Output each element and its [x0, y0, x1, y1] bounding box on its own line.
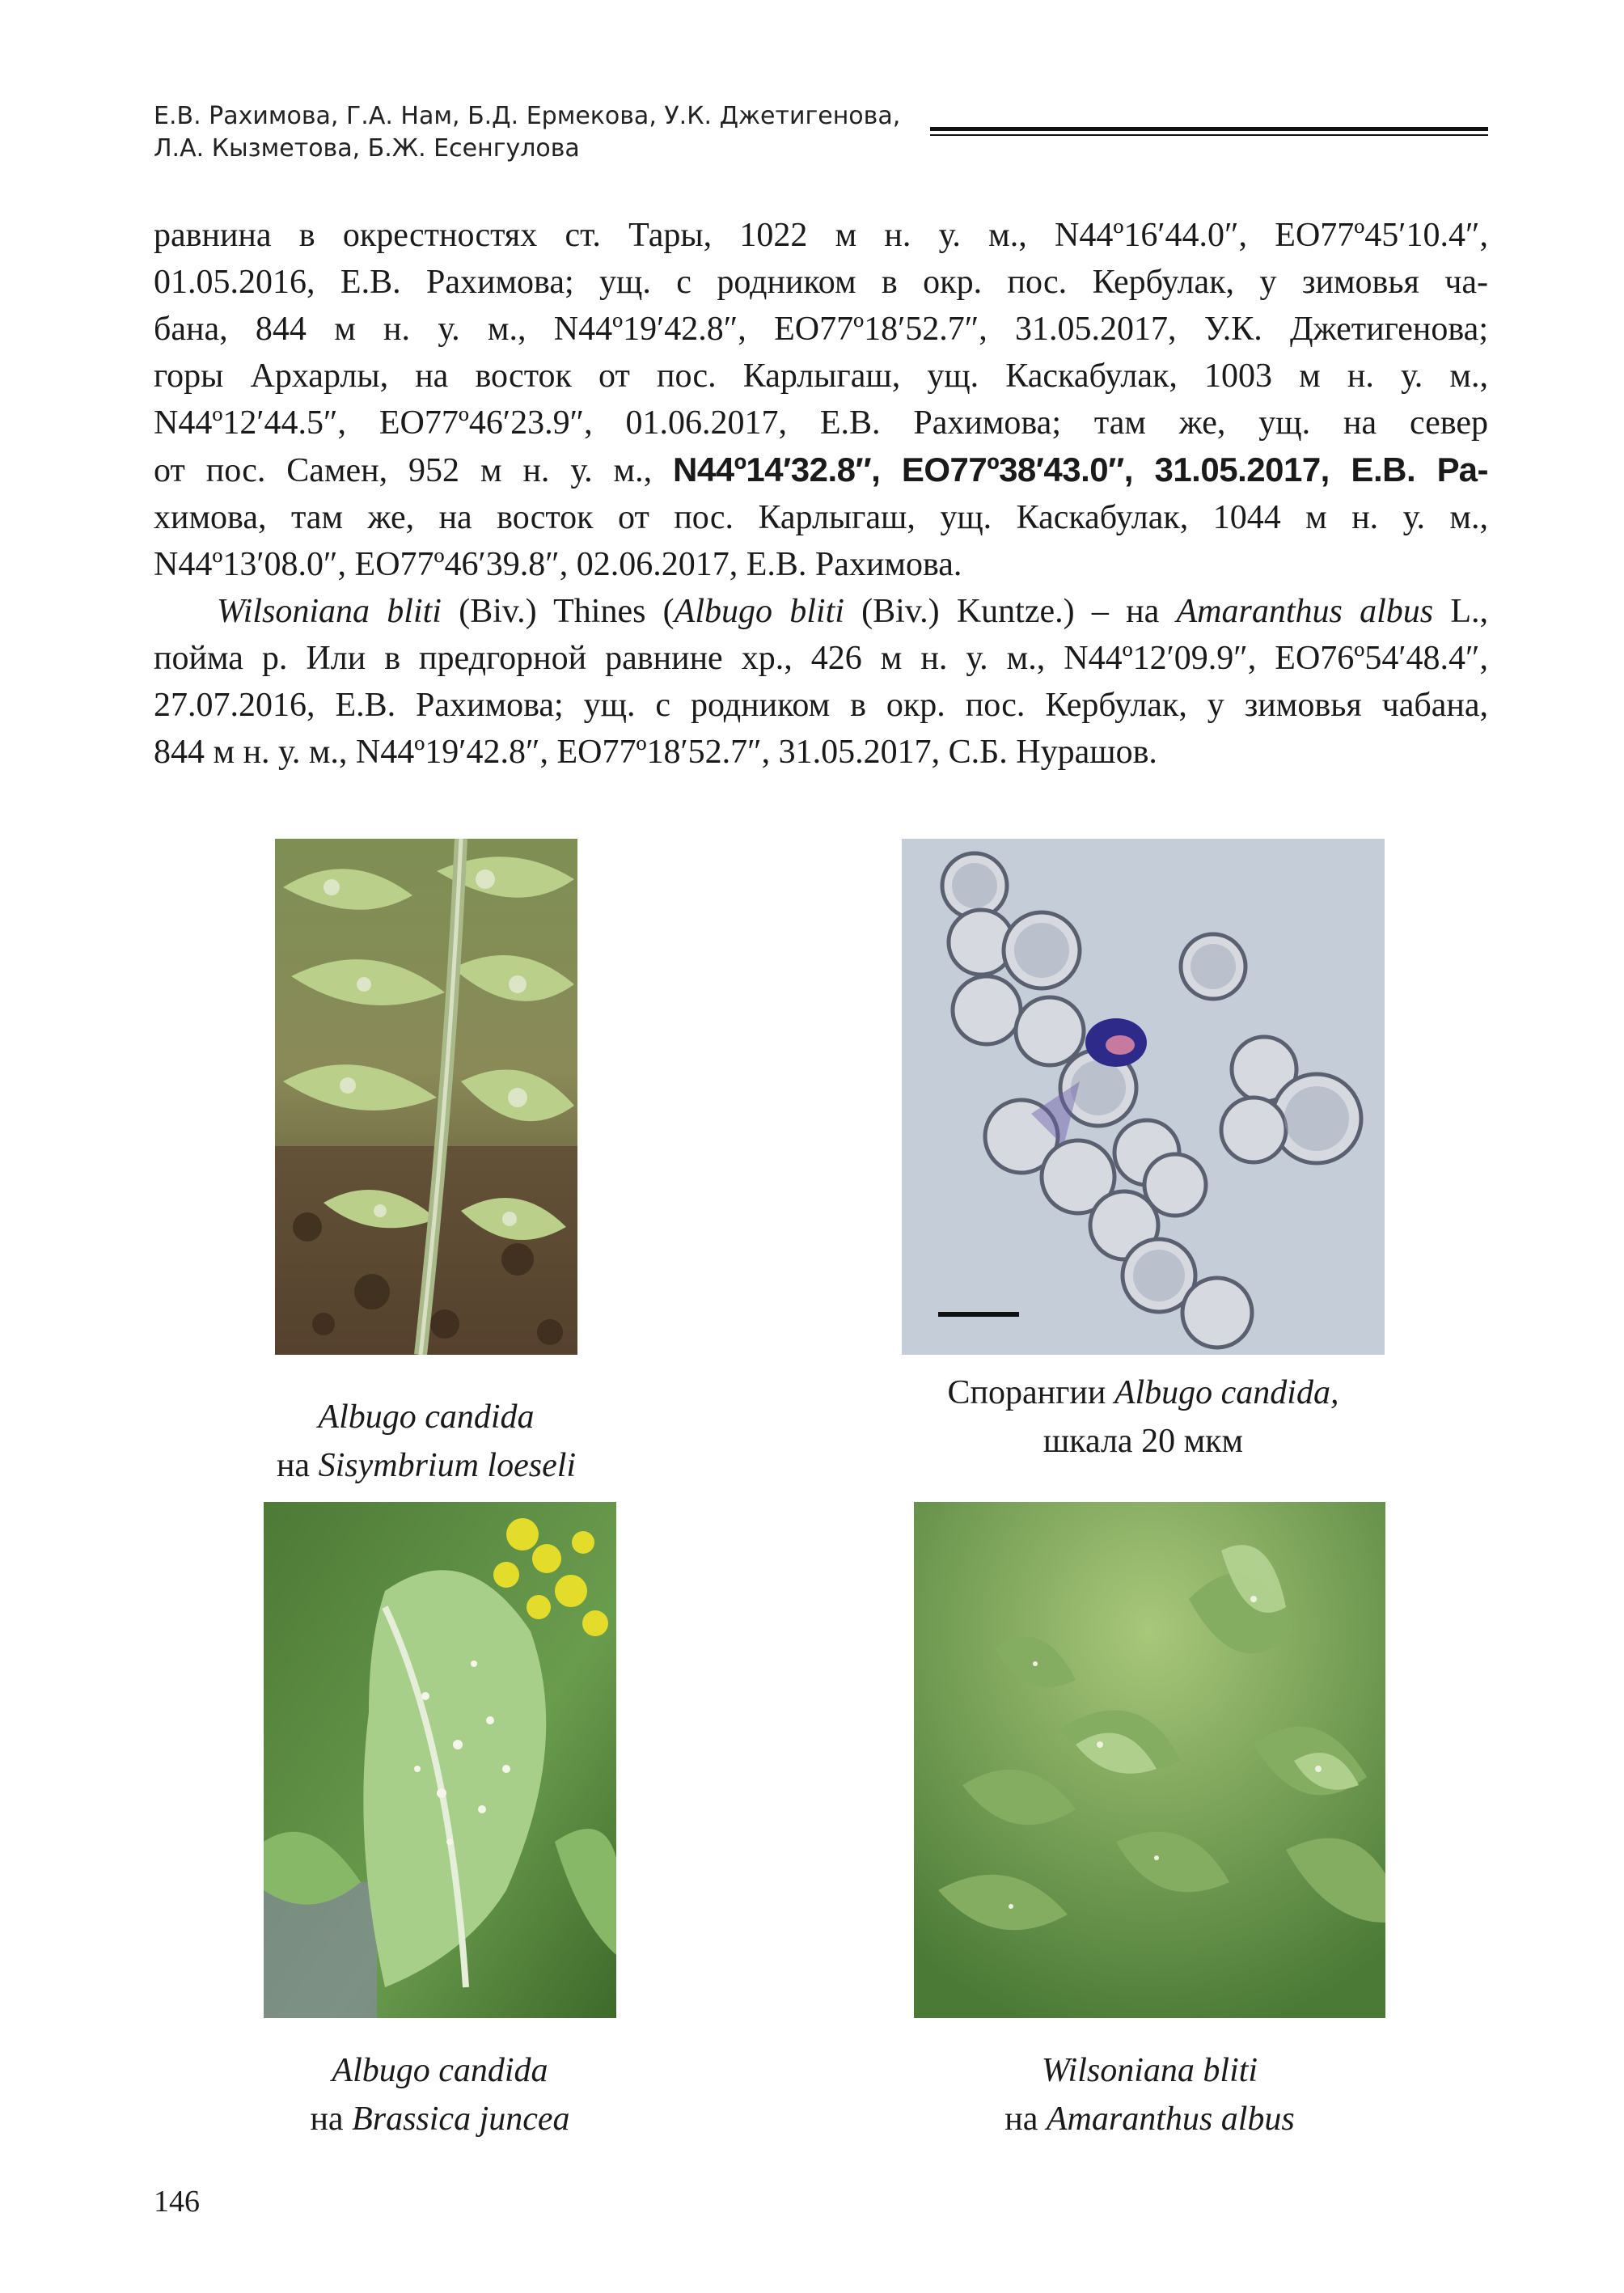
authority: L., [1433, 593, 1488, 630]
caption-host: Sisymbrium loeseli [318, 1447, 577, 1484]
figure-2-caption [873, 1369, 1413, 1466]
caption-species: Albugo candida [332, 2052, 548, 2089]
caption-host: Brassica juncea [352, 2101, 570, 2138]
figure-4-caption [914, 2046, 1385, 2143]
text-line: бана, 844 м н. у. м., N44º19′42.8″, EO77º18′52.7″, 31.05.2017, У.К. Джетигенова; [154, 311, 1488, 348]
caption-prefix: на [1004, 2101, 1047, 2138]
species-name: Wilsoniana bliti [217, 593, 442, 630]
photo-albugo-candida-on-sisymbrium [275, 839, 577, 1355]
caption-prefix: на [310, 2101, 353, 2138]
text-line: химова, там же, на восток от пос. Карлыгаш, ущ. Каскабулак, 1044 м н. у. м., [154, 499, 1488, 536]
text-line: 27.07.2016, Е.В. Рахимова; ущ. с родником в окр. пос. Кербулак, у зимовья чабана, [154, 687, 1488, 724]
bold-text-fragment: N44º14′32.8″, EO77º38′43.0″, 31.05.2017, Е.В. Ра- [673, 451, 1488, 489]
authority: (Biv.) Thines ( [441, 593, 675, 630]
header-authors-line-2: Л.А. Кызметова, Б.Ж. Есенгулова [154, 134, 580, 163]
text-fragment: от пос. Самен, 952 м н. у. м., [154, 452, 674, 489]
caption-prefix: Спорангии [947, 1374, 1114, 1411]
caption-species: Wilsoniana bliti [1041, 2052, 1258, 2089]
authority: (Biv.) Kuntze.) – на [844, 593, 1177, 630]
text-line-mixed [154, 446, 1488, 494]
page-number: 146 [154, 2185, 200, 2219]
text-line: N44º13′08.0″, EO77º46′39.8″, 02.06.2017, Е.В. Рахимова. [154, 546, 962, 583]
photo-wilsoniana-bliti-on-amaranthus [914, 1502, 1385, 2018]
header-double-rule [930, 127, 1488, 138]
caption-prefix: на [276, 1447, 319, 1484]
running-header-authors [154, 100, 922, 165]
paragraph-2 [154, 588, 1488, 776]
text-line: N44º12′44.5″, EO77º46′23.9″, 01.06.2017, Е.В. Рахимова; там же, ущ. на север [154, 404, 1488, 442]
text-line: 844 м н. у. м., N44º19′42.8″, EO77º18′52.7″, 31.05.2017, С.Б. Нурашов. [154, 734, 1157, 771]
micrograph-albugo-candida-sporangia [902, 839, 1385, 1355]
figure-3-caption [235, 2046, 645, 2143]
text-line: равнина в окрестностях ст. Тары, 1022 м н. у. м., N44º16′44.0″, EO77º45′10.4″, [154, 217, 1488, 254]
caption-scale: шкала 20 мкм [1042, 1423, 1244, 1460]
text-line-mixed [154, 588, 1488, 635]
text-line: горы Архарлы, на восток от пос. Карлыгаш, ущ. Каскабулак, 1003 м н. у. м., [154, 357, 1488, 395]
body-text [154, 212, 1488, 776]
paragraph-1 [154, 212, 1488, 588]
text-line: 01.05.2016, Е.В. Рахимова; ущ. с родником в окр. пос. Кербулак, у зимовья ча- [154, 264, 1488, 301]
figure-1-caption [235, 1393, 618, 1490]
caption-species: Albugo candida [318, 1398, 535, 1436]
text-line: пойма р. Или в предгорной равнине хр., 426 м н. у. м., N44º12′09.9″, EO76º54′48.4″, [154, 640, 1488, 677]
photo-albugo-candida-on-brassica [264, 1502, 616, 2018]
header-authors-line-1: Е.В. Рахимова, Г.А. Нам, Б.Д. Ермекова, У.К. Джетигенова, [154, 102, 901, 130]
synonym-name: Albugo bliti [674, 593, 844, 630]
caption-species: Albugo candida, [1114, 1374, 1339, 1411]
caption-host: Amaranthus albus [1046, 2101, 1295, 2138]
host-name: Amaranthus albus [1176, 593, 1434, 630]
